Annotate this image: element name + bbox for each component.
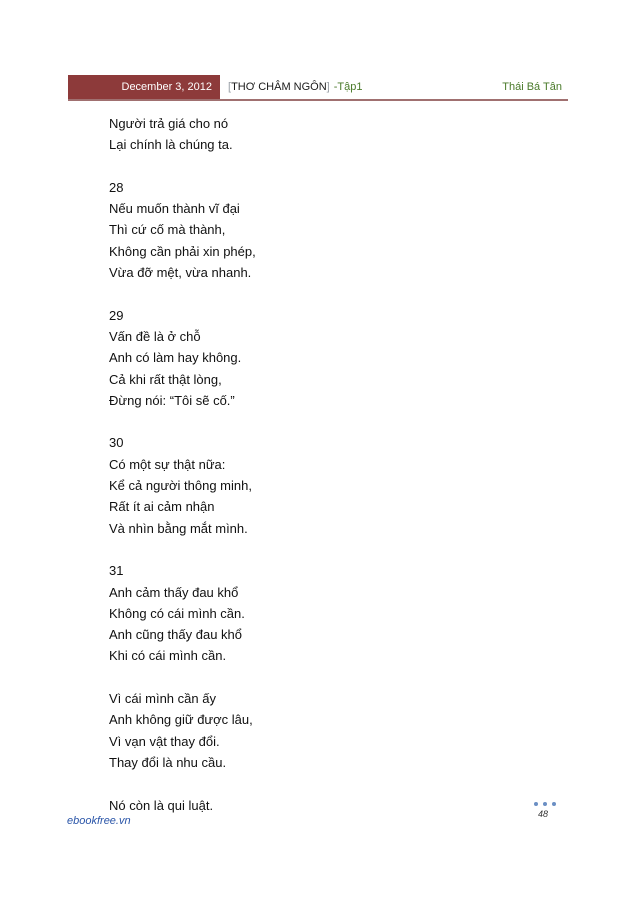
poem-line: Người trả giá cho nó [109,116,229,131]
stanza-gap [109,773,529,794]
poem-line: Cả khi rất thật lòng, [109,371,222,387]
poem-line: Nếu muốn thành vĩ đại [109,201,240,217]
poem-line: Anh có làm hay không. [109,350,242,366]
poem-line: Khi có cái mình cần. [109,648,227,664]
header-author: Thái Bá Tân [502,81,562,93]
poem-line: Lại chính là chúng ta. [109,137,233,153]
poem-line: Vấn đề là ở chỗ [109,328,201,344]
page-header [68,75,568,99]
title-bracket-close: ] [326,81,330,93]
poem-line: Rất ít ai cảm nhận [109,499,215,515]
poem-number: 29 [109,307,124,323]
header-date: December 3, 2012 [68,75,220,99]
poem-line: Có một sự thật nữa: [109,456,226,472]
stanza-gap [109,156,529,177]
poem-line: Anh cũng thấy đau khổ [109,627,242,643]
title-bracket-open: [ [228,81,232,93]
stanza-gap [109,539,529,560]
poem-line: Anh cảm thấy đau khổ [109,584,239,600]
site-link[interactable]: ebookfree.vn [67,815,131,827]
poem-line: Nó còn là qui luật. [109,797,214,813]
poem-line: Vì cái mình cần ấy [109,691,216,707]
poem-line: Và nhìn bằng mắt mình. [109,520,248,536]
page-number: 48 [538,809,549,819]
poem-body [109,113,529,816]
poem-line: Đừng nói: “Tôi sẽ cố.” [109,392,235,408]
poem-number: 31 [109,563,124,579]
poem-number: 28 [109,179,124,195]
poem-line: Thì cứ cố mà thành, [109,222,226,238]
stanza-gap [109,283,529,304]
book-volume: -Tập1 [333,81,363,93]
poem-line: Vì vạn vật thay đổi. [109,733,220,749]
poem-number: 30 [109,435,124,451]
poem-line: Vừa đỡ mệt, vừa nhanh. [109,265,252,281]
stanza-gap [109,411,529,432]
poem-line: Không có cái mình cần. [109,605,245,621]
poem-line: Thay đổi là nhu cầu. [109,754,227,770]
stanza-gap [109,667,529,688]
poem-line: Kể cả người thông minh, [109,478,252,494]
header-title [228,75,362,99]
header-rule [68,99,568,101]
book-title: THƠ CHÂM NGÔN [231,81,327,93]
poem-line: Không cần phải xin phép, [109,243,256,259]
poem-line: Anh không giữ được lâu, [109,712,253,728]
